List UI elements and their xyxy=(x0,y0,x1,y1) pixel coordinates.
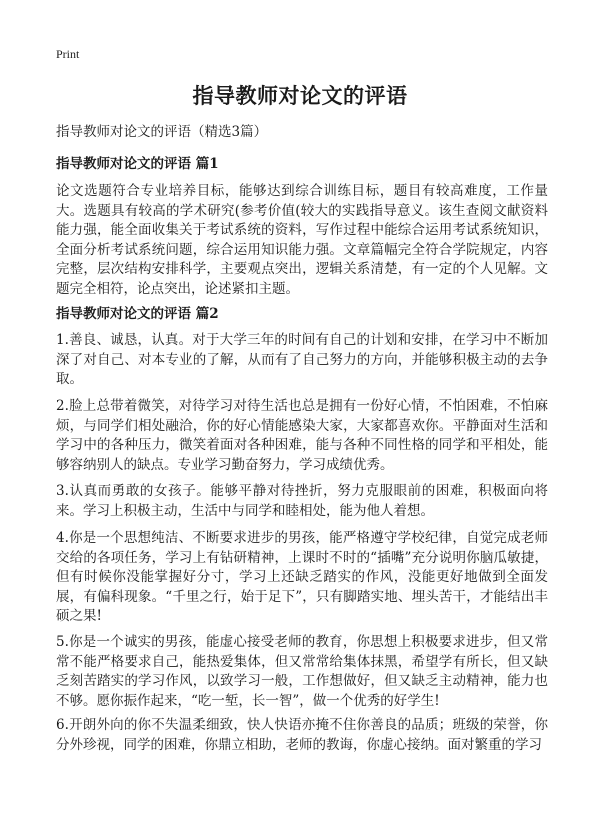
comment-paragraph-3: 3.认真而勇敢的女孩子。能够平静对待挫折，努力克服眼前的困难，积极面向将来。学习上积极主动，生活中与同学和睦相处，能为他人着想。 xyxy=(56,483,548,519)
section-heading-2: 指导教师对论文的评语 篇2 xyxy=(56,306,219,322)
document-title: 指导教师对论文的评语 xyxy=(192,83,408,108)
comment-paragraph-4: 4.你是一个思想纯洁、不断要求进步的男孩，能严格遵守学校纪律，自觉完成老师交给的各项任务，学习上有钻研精神，上课时不时的“插嘴”充分说明你脑瓜敏捷，但有时候你没能掌握好分寸，学习上还缺乏踏实的作风，没能更好地做到全面发展，有偏科现象。“千里之行，始于足下”，只有脚踏实地、埋头苦干，才能结出丰硕之果! xyxy=(56,530,548,625)
print-link[interactable]: Print xyxy=(56,47,80,61)
section-heading-1: 指导教师对论文的评语 篇1 xyxy=(56,156,219,172)
comment-paragraph-5: 5.你是一个诚实的男孩，能虚心接受老师的教育，你思想上积极要求进步，但又常常不能严格要求自己，能热爱集体，但又常常给集体抹黑，希望学有所长，但又缺乏刻苦踏实的学习作风，以致学习一般，工作想做好，但又缺乏主动精神，能力也不够。愿你振作起来，“吃一堑，长一智”，做一个优秀的好学生! xyxy=(56,634,548,709)
section-1-paragraph: 论文选题符合专业培养目标，能够达到综合训练目标，题目有较高难度，工作量大。选题具有较高的学术研究(参考价值(较大的实践指导意义。该生查阅文献资料能力强，能全面收集关于考试系统的资料，写作过程中能综合运用考试系统知识，全面分析考试系统问题，综合运用知识能力强。文章篇幅完全符合学院规定，内容完整，层次结构安排科学，主要观点突出，逻辑关系清楚，有一定的个人见解。文题完全相符，论点突出，论述紧扣主题。 xyxy=(56,183,548,297)
comment-paragraph-2: 2.脸上总带着微笑，对待学习对待生活也总是拥有一份好心情，不怕困难，不怕麻烦，与同学们相处融洽，你的好心情能感染大家，大家都喜欢你。平静面对生活和学习中的各种压力，微笑着面对各种困难，能与各种不同性格的同学和平相处，能够容纳别人的缺点。专业学习勤奋努力，学习成绩优秀。 xyxy=(56,398,548,473)
comment-paragraph-6: 6.开朗外向的你不失温柔细致，快人快语亦掩不住你善良的品质；班级的荣誉，你分外珍视，同学的困难，你鼎立相助，老师的教诲，你虚心接纳。面对繁重的学习 xyxy=(56,717,548,753)
document-subtitle: 指导教师对论文的评语（精选3篇） xyxy=(56,124,268,140)
comment-paragraph-1: 1.善良、诚恳，认真。对于大学三年的时间有自己的计划和安排，在学习中不断加深了对自己、对本专业的了解，从而有了自己努力的方向，并能够积极主动的去争取。 xyxy=(56,332,548,388)
